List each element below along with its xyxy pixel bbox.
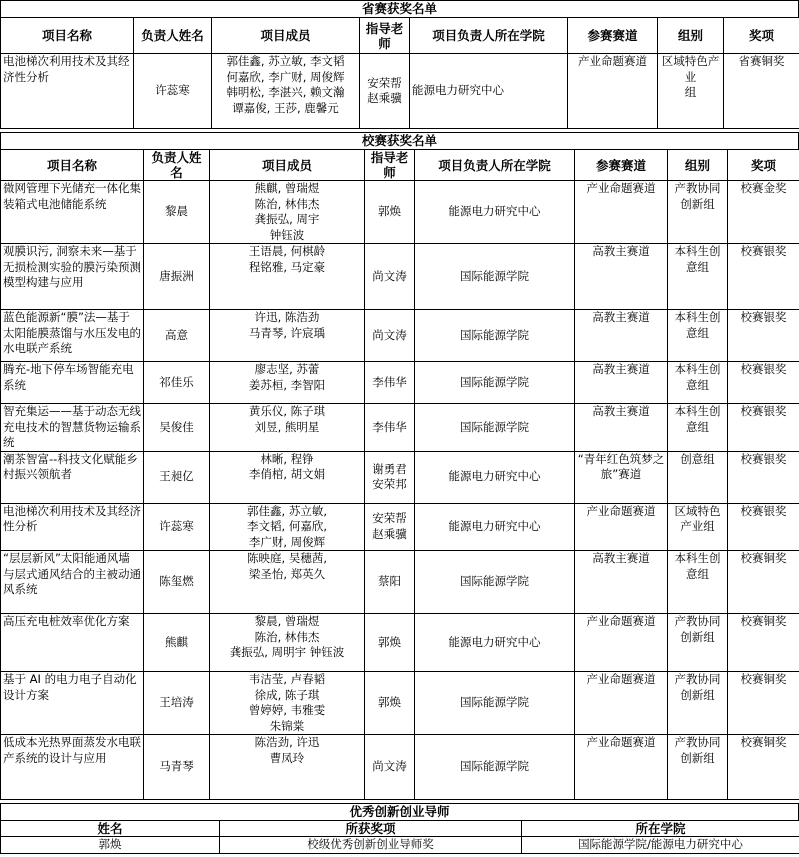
table-row [1,54,799,129]
college-cell: 国际能源学院 [415,310,575,362]
group-cell: 本科生创意组 [668,244,728,310]
school-table [0,149,799,800]
table-row [1,614,799,672]
group-cell: 本科生创意组 [668,404,728,452]
track-cell: 产业命题赛道 [575,181,668,244]
table-row [1,551,799,614]
header-project: 项目名称 [1,18,134,54]
college-cell: 国际能源学院 [415,404,575,452]
mentor-name-cell: 郭焕 [1,837,220,854]
header-members: 项目成员 [212,18,360,54]
header-award: 奖项 [724,18,799,54]
college-cell: 能源电力研究中心 [415,503,575,551]
advisor-cell: 尚文涛 [365,310,415,362]
header-advisor: 指导老师 [365,150,415,181]
project-cell: 低成本光热界面蒸发水电联产系统的设计与应用 [1,735,144,800]
header-leader: 负责人姓名 [134,18,212,54]
table-row [1,181,799,244]
header-name: 姓名 [1,821,220,837]
group-cell: 产教协同创新组 [668,181,728,244]
members-cell: 黎晨, 曾瑞煜 陈治, 林伟杰 龚振弘, 周明宇 钟钰波 [210,614,365,672]
leader-cell: 熊麒 [144,614,210,672]
award-cell: 校赛银奖 [728,503,799,551]
group-cell: 创意组 [668,451,728,503]
track-cell: 产业命题赛道 [575,503,668,551]
award-cell: 校赛银奖 [728,404,799,452]
track-cell: 高教主赛道 [575,310,668,362]
award-cell: 校赛银奖 [728,310,799,362]
advisor-cell: 郭焕 [365,672,415,735]
advisor-cell: 尚文涛 [365,735,415,800]
advisor-cell: 郭焕 [365,181,415,244]
table-row [1,310,799,362]
mentors-table [0,820,799,854]
college-cell: 能源电力研究中心 [415,451,575,503]
members-cell: 陈映庭, 吴穗茜, 梁圣怡, 郑英久 [210,551,365,614]
header-track: 参赛赛道 [575,150,668,181]
college-cell: 能源电力研究中心 [415,181,575,244]
leader-cell: 黎晨 [144,181,210,244]
leader-cell: 马青琴 [144,735,210,800]
track-cell: 产业命题赛道 [568,54,658,129]
table-row [1,837,799,854]
project-cell: 蓝色能源新“膜”法—基于太阳能膜蒸馏与水压发电的水电联产系统 [1,310,144,362]
project-cell: 观膜识污, 洞察未来—基于无损检测实验的膜污染预测模型构建与应用 [1,244,144,310]
provincial-table [0,17,799,129]
award-cell: 校赛金奖 [728,181,799,244]
group-cell: 本科生创意组 [668,362,728,404]
project-cell: 潮茶智富--科技文化赋能乡村振兴领航者 [1,451,144,503]
members-cell: 许迅, 陈浩劲 马青琴, 许宸瑀 [210,310,365,362]
award-cell: 校赛铜奖 [728,735,799,800]
group-cell: 产教协同创新组 [668,614,728,672]
project-cell: 电池梯次利用技术及其经济性分析 [1,54,134,129]
header-members: 项目成员 [210,150,365,181]
table-row [1,404,799,452]
mentors-header-row [1,821,799,837]
project-cell: 腾充-地下停车场智能充电系统 [1,362,144,404]
mentor-college-cell: 国际能源学院/能源电力研究中心 [522,837,799,854]
members-cell: 郭佳鑫, 苏立敏, 李文韬, 何嘉欣, 李广财, 周俊辉 [210,503,365,551]
project-cell: 微网管理下光储充一体化集装箱式电池储能系统 [1,181,144,244]
track-cell: 产业命题赛道 [575,672,668,735]
project-cell: 智充集运——基于动态无线充电技术的智慧货物运输系统 [1,404,144,452]
header-college: 项目负责人所在学院 [410,18,568,54]
project-cell: 电池梯次利用技术及其经济性分析 [1,503,144,551]
track-cell: 产业命题赛道 [575,614,668,672]
project-cell: 基于 AI 的电力电子自动化设计方案 [1,672,144,735]
members-cell: 林晰, 程铮 李俏棺, 胡文娟 [210,451,365,503]
advisor-cell: 安荣帮 赵乘骥 [365,503,415,551]
mentor-award-cell: 校级优秀创新创业导师奖 [220,837,522,854]
provincial-title: 省赛获奖名单 [0,0,799,17]
leader-cell: 高意 [144,310,210,362]
header-group: 组别 [658,18,724,54]
leader-cell: 祁佳乐 [144,362,210,404]
header-advisor: 指导老师 [360,18,410,54]
header-project: 项目名称 [1,150,144,181]
award-cell: 省赛铜奖 [724,54,799,129]
table-row [1,672,799,735]
college-cell: 国际能源学院 [415,244,575,310]
table-row [1,451,799,503]
advisor-cell: 李伟华 [365,404,415,452]
leader-cell: 唐振洲 [144,244,210,310]
table-row [1,362,799,404]
group-cell: 区域特色产业 组 [658,54,724,129]
header-mentor-college: 所在学院 [522,821,799,837]
project-cell: “层层新风”太阳能通风墙与层式通风结合的主被动通风系统 [1,551,144,614]
award-cell: 校赛银奖 [728,244,799,310]
group-cell: 区域特色产业组 [668,503,728,551]
advisor-cell: 谢勇君 安荣邦 [365,451,415,503]
award-cell: 校赛铜奖 [728,551,799,614]
school-body [1,181,799,800]
track-cell: “青年红色筑梦之旅”赛道 [575,451,668,503]
group-cell: 本科生创意组 [668,551,728,614]
group-cell: 本科生创意组 [668,310,728,362]
header-track: 参赛赛道 [568,18,658,54]
advisor-cell: 李伟华 [365,362,415,404]
table-row [1,735,799,800]
school-header-row [1,150,799,181]
leader-cell: 陈玺燃 [144,551,210,614]
header-award: 奖项 [728,150,799,181]
college-cell: 国际能源学院 [415,362,575,404]
college-cell: 国际能源学院 [415,672,575,735]
project-cell: 高压充电桩效率优化方案 [1,614,144,672]
header-leader: 负责人姓名 [144,150,210,181]
table-row [1,244,799,310]
leader-cell: 吴俊佳 [144,404,210,452]
school-title: 校赛获奖名单 [0,132,799,149]
award-cell: 校赛银奖 [728,362,799,404]
track-cell: 高教主赛道 [575,244,668,310]
advisor-cell: 安荣帮 赵乘骥 [360,54,410,129]
header-college: 项目负责人所在学院 [415,150,575,181]
award-cell: 校赛铜奖 [728,672,799,735]
leader-cell: 许蕊寒 [134,54,212,129]
college-cell: 能源电力研究中心 [410,54,568,129]
members-cell: 廖志坚, 苏蕾 姜苏桓, 李智阳 [210,362,365,404]
track-cell: 高教主赛道 [575,551,668,614]
award-cell: 校赛银奖 [728,451,799,503]
members-cell: 黄乐仪, 陈子琪 刘昱, 熊明星 [210,404,365,452]
members-cell: 陈浩劲, 许迅 曹凤玲 [210,735,365,800]
track-cell: 高教主赛道 [575,362,668,404]
members-cell: 郭佳鑫, 苏立敏, 李文韬 何嘉欣, 李广财, 周俊辉 韩明松, 李湛兴, 赖文瀚 谭嘉俊, 王莎, 鹿馨元 [212,54,360,129]
header-mentor-award: 所获奖项 [220,821,522,837]
advisor-cell: 蔡阳 [365,551,415,614]
advisor-cell: 郭焕 [365,614,415,672]
college-cell: 国际能源学院 [415,735,575,800]
leader-cell: 许蕊寒 [144,503,210,551]
track-cell: 产业命题赛道 [575,735,668,800]
members-cell: 韦洁莹, 卢春韬 徐成, 陈子琪 曾婷婷, 韦雅雯 朱锦棠 [210,672,365,735]
mentors-title: 优秀创新创业导师 [0,803,799,820]
track-cell: 高教主赛道 [575,404,668,452]
leader-cell: 王昶亿 [144,451,210,503]
group-cell: 产教协同创新组 [668,672,728,735]
members-cell: 熊麒, 曾瑞煜 陈治, 林伟杰 龚振弘, 周宇 钟钰波 [210,181,365,244]
header-group: 组别 [668,150,728,181]
members-cell: 王语晨, 何棋龄 程铭雅, 马定豪 [210,244,365,310]
advisor-cell: 尚文涛 [365,244,415,310]
leader-cell: 王培涛 [144,672,210,735]
award-cell: 校赛铜奖 [728,614,799,672]
group-cell: 产教协同创新组 [668,735,728,800]
college-cell: 国际能源学院 [415,551,575,614]
provincial-header-row [1,18,799,54]
college-cell: 能源电力研究中心 [415,614,575,672]
table-row [1,503,799,551]
